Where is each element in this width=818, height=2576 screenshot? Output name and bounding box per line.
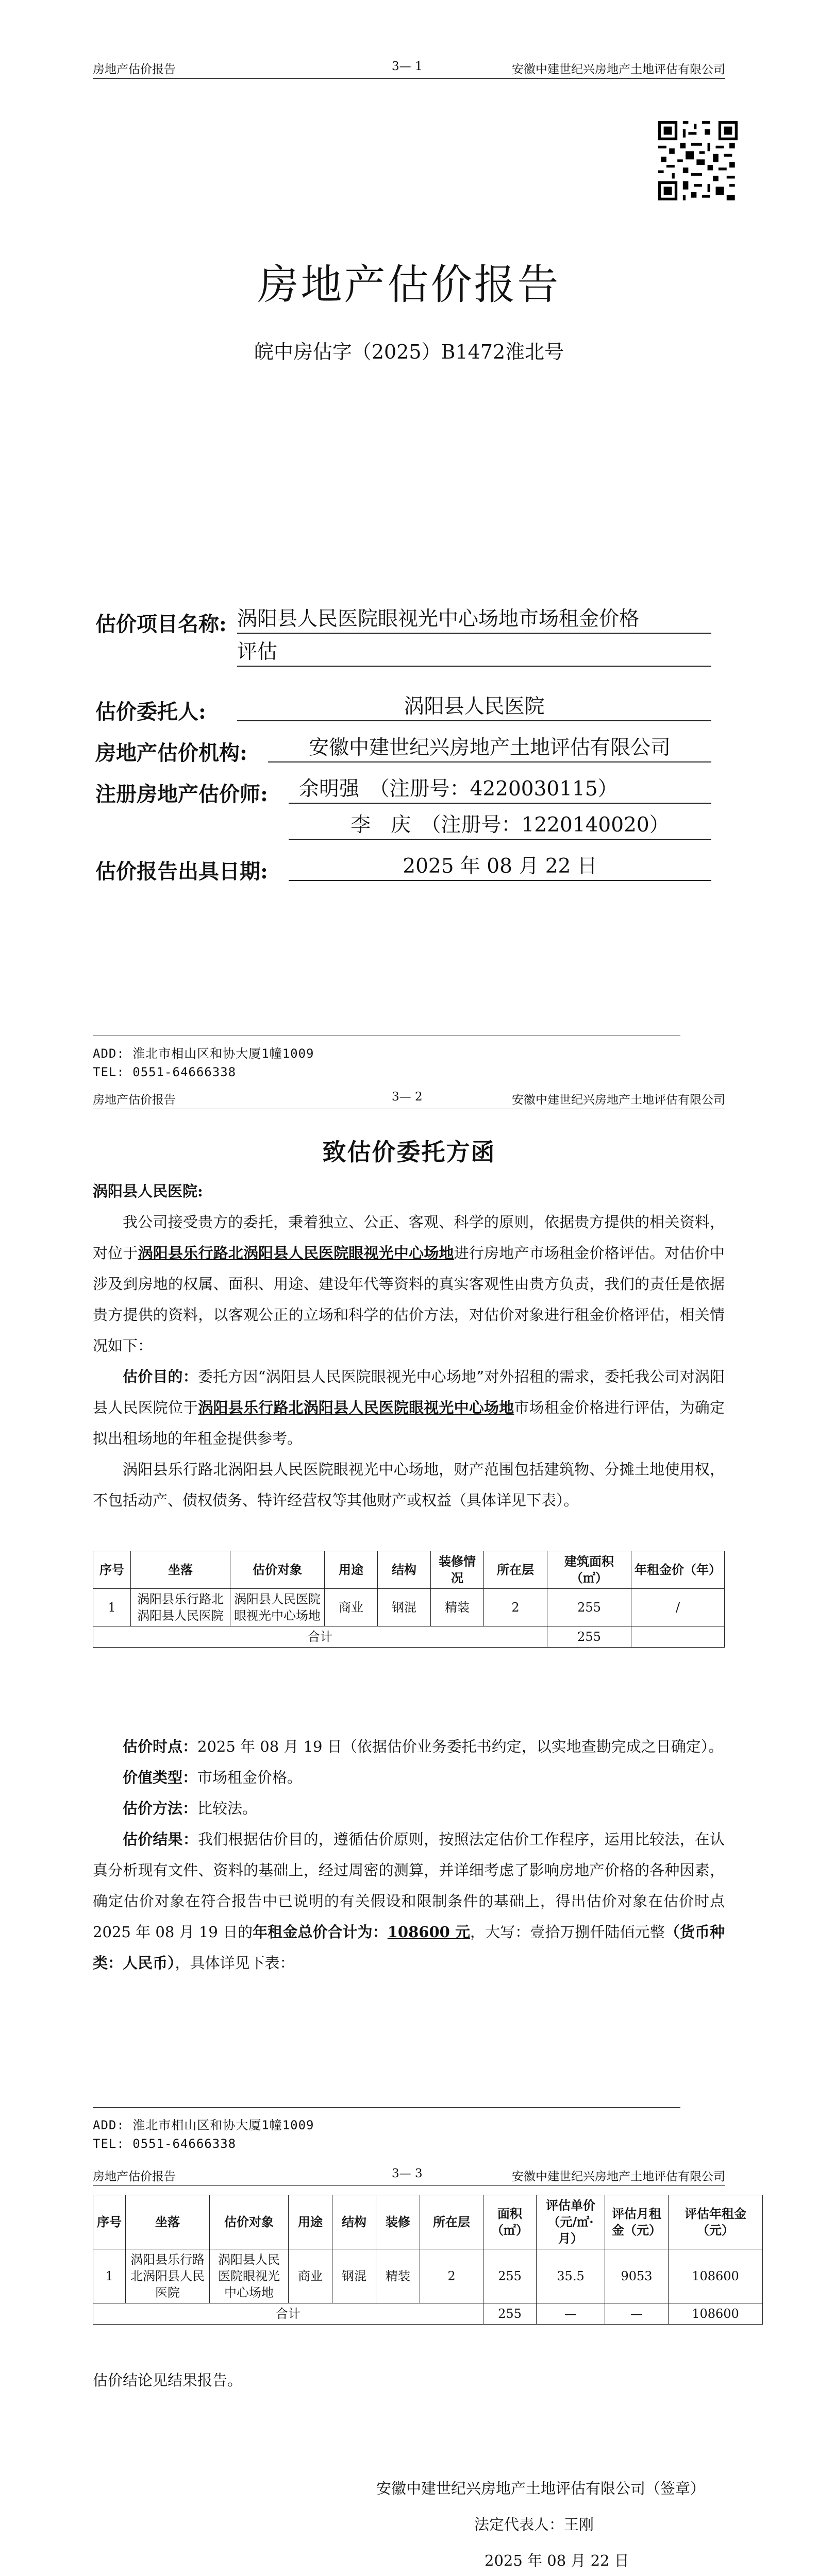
header-company: 安徽中建世纪兴房地产土地评估有限公司 bbox=[512, 1093, 725, 1107]
qr-code-icon bbox=[658, 121, 738, 200]
project-name-value-2: 评估 bbox=[237, 639, 711, 667]
letter-salutation: 涡阳县人民医院: bbox=[93, 1182, 203, 1200]
cover-page bbox=[0, 0, 818, 1077]
letter-intro: 我公司接受贵方的委托，秉着独立、公正、客观、科学的原则，依据贵方提供的相关资料，对位于涡阳县乐行路北涡阳县人民医院眼视光中心场地进行房地产市场租金价格评估。对估价中涉及到房地的权属、面积、用途、建设年代等资料的真实客观性由贵方负责，我们的责任是依据贵方提供的资料，以客观公正的立场和科学的估价方法，对估价对象进行租金价格评估，相关情况如下： bbox=[93, 1213, 725, 1354]
table-row: 1 涡阳县乐行路北涡阳县人民医院 涡阳县人民医院眼视光中心场地 商业 钢混 精装 2 255 / bbox=[93, 1589, 725, 1626]
header-company: 安徽中建世纪兴房地产土地评估有限公司 bbox=[512, 63, 725, 76]
table-header-row: 序号 坐落 估价对象 用途 结构 装修情况 所在层 建筑面积（㎡） 年租金价（年） bbox=[93, 1551, 725, 1589]
client-label: 估价委托人: bbox=[95, 700, 206, 724]
header-page-number: 3— 2 bbox=[392, 1090, 423, 1104]
project-name-value-1: 涡阳县人民医院眼视光中心场地市场租金价格 bbox=[237, 606, 711, 634]
agency-label: 房地产估价机构: bbox=[95, 741, 247, 765]
page-header bbox=[93, 2163, 725, 2186]
signature-company: 安徽中建世纪兴房地产土地评估有限公司（签章） bbox=[376, 2480, 706, 2497]
object-table bbox=[93, 1551, 725, 1648]
result-table bbox=[93, 2195, 763, 2325]
footer-tel: TEL: 0551-64666338 bbox=[93, 2137, 237, 2151]
header-page-number: 3— 3 bbox=[392, 2167, 423, 2180]
purpose-paragraph: 估价目的：委托方因“涡阳县人民医院眼视光中心场地”对外招租的需求，委托我公司对涡阳县人民医院位于涡阳县乐行路北涡阳县人民医院眼视光中心场地市场租金价格进行评估，为确定拟出租场地的年租金提供参考。 bbox=[93, 1368, 725, 1447]
value-result: 估价结果：我们根据估价目的，遵循估价原则，按照法定估价工作程序，运用比较法，在认真分析现有文件、资料的基础上，经过周密的测算，并详细考虑了影响房地产价格的各种因素，确定估价对象在符合报告中已说明的有关假设和限制条件的基础上，得出估价对象在估价时点2025 年 08 月 19 日的年租金总价合计为：108600 元，大写：壹拾万捌仟陆佰元整（货币种类：人民币），具体详见下表： bbox=[93, 1831, 725, 1972]
page-footer bbox=[93, 1036, 680, 1077]
footer-address: ADD: 淮北市相山区和协大厦1幢1009 bbox=[93, 1046, 314, 1061]
table-total-row: 合计 255 bbox=[93, 1626, 725, 1648]
result-page bbox=[0, 2154, 818, 2576]
project-name-label: 估价项目名称: bbox=[95, 612, 227, 636]
object-paragraph: 涡阳县乐行路北涡阳县人民医院眼视光中心场地，财产范围包括建筑物、分摊土地使用权，不包括动产、债权债务、特许经营权等其他财产或权益（具体详见下表）。 bbox=[93, 1461, 725, 1509]
value-time: 估价时点：2025 年 08 月 19 日（依据估价业务委托书约定，以实地查勘完成之日确定）。 bbox=[123, 1738, 724, 1755]
letter-title: 致估价委托方函 bbox=[322, 1138, 496, 1166]
appraiser-1: 余明强 （注册号：4220030115） bbox=[289, 776, 711, 804]
appraiser-label: 注册房地产估价师: bbox=[95, 782, 268, 806]
agency-row bbox=[95, 737, 247, 766]
letter-details bbox=[93, 1731, 725, 1978]
header-left: 房地产估价报告 bbox=[93, 1093, 176, 1107]
page-header bbox=[93, 1086, 725, 1109]
appraiser-2: 李 庆 （注册号：1220140020） bbox=[289, 812, 711, 840]
issue-date-value: 2025 年 08 月 22 日 bbox=[289, 853, 711, 881]
report-title: 房地产估价报告 bbox=[257, 261, 561, 309]
signature-legal-rep: 法定代表人：王刚 bbox=[474, 2516, 594, 2533]
footer-address: ADD: 淮北市相山区和协大厦1幢1009 bbox=[93, 2118, 314, 2132]
table-row: 1 涡阳县乐行路北涡阳县人民医院 涡阳县人民医院眼视光中心场地 商业 钢混 精装 2 255 35.5 9053 108600 bbox=[93, 2249, 763, 2303]
page-footer bbox=[93, 2107, 680, 2153]
issue-date-label: 估价报告出具日期: bbox=[95, 859, 268, 884]
signature-date: 2025 年 08 月 22 日 bbox=[485, 2552, 629, 2569]
header-company: 安徽中建世纪兴房地产土地评估有限公司 bbox=[512, 2170, 725, 2183]
issue-date-row bbox=[95, 855, 268, 885]
footer-tel: TEL: 0551-64666338 bbox=[93, 1065, 237, 1077]
appraiser-row bbox=[95, 778, 268, 807]
agency-value: 安徽中建世纪兴房地产土地评估有限公司 bbox=[268, 735, 711, 762]
value-method: 估价方法：比较法。 bbox=[123, 1800, 258, 1817]
table-total-row: 合计 255 — — 108600 bbox=[93, 2303, 763, 2325]
letter-body bbox=[93, 1176, 725, 1516]
page-header bbox=[93, 56, 725, 79]
report-number: 皖中房估字（2025）B1472淮北号 bbox=[254, 341, 564, 363]
value-type: 价值类型：市场租金价格。 bbox=[123, 1769, 303, 1786]
header-left: 房地产估价报告 bbox=[93, 2170, 176, 2183]
client-row bbox=[95, 696, 206, 725]
header-page-number: 3— 1 bbox=[392, 60, 423, 73]
client-value: 涡阳县人民医院 bbox=[237, 693, 711, 721]
conclusion-note: 估价结论见结果报告。 bbox=[93, 2371, 243, 2389]
table-header-row: 序号 坐落 估价对象 用途 结构 装修 所在层 面积（㎡） 评估单价（元/㎡·月） 评估月租金（元） 评估年租金（元） bbox=[93, 2195, 763, 2249]
header-left: 房地产估价报告 bbox=[93, 63, 176, 76]
project-name-row bbox=[95, 608, 227, 637]
